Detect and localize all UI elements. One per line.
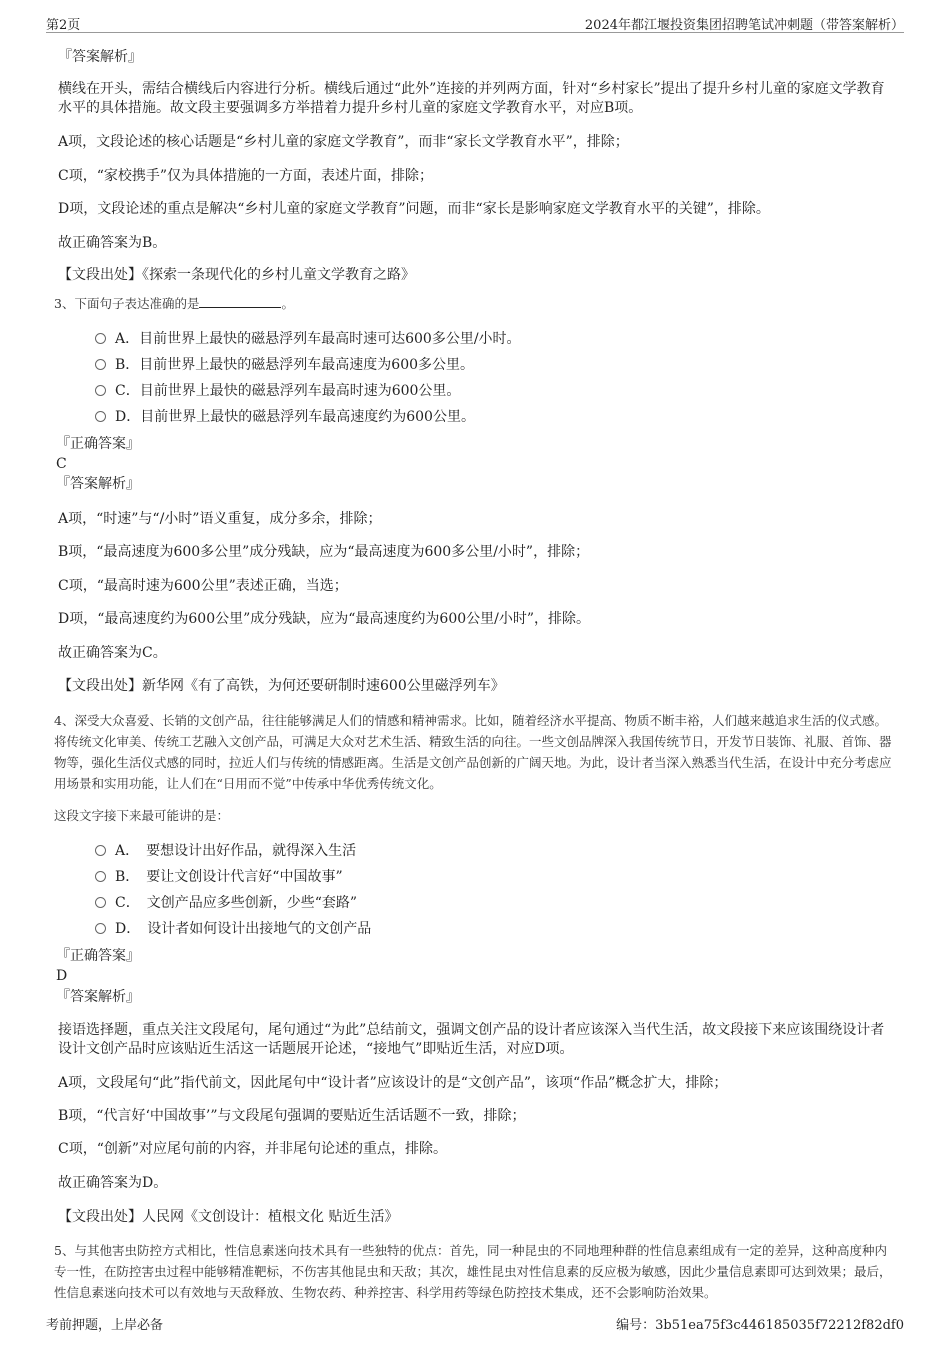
q4-answer: D — [56, 968, 68, 984]
q3-analysis-c: C项，“最高时速为600公里”表述正确，当选； — [58, 578, 348, 594]
q2-analysis-label: 『答案解析』 — [58, 49, 142, 65]
q3-option-c[interactable]: C．目前世界上最快的磁悬浮列车最高时速为600公里。 — [95, 382, 460, 401]
q4-option-b[interactable]: B． 要让文创设计代言好“中国故事” — [95, 868, 343, 887]
q4-source: 【文段出处】人民网《文创设计：植根文化 贴近生活》 — [58, 1209, 399, 1225]
radio-icon[interactable] — [95, 871, 106, 882]
answer-blank — [199, 295, 281, 308]
q4-analysis-label: 『答案解析』 — [56, 989, 140, 1005]
q4-option-d[interactable]: D． 设计者如何设计出接地气的文创产品 — [95, 920, 371, 939]
document-title: 2024年都江堰投资集团招聘笔试冲刺题（带答案解析） — [584, 18, 904, 33]
q3-analysis-label: 『答案解析』 — [56, 476, 140, 492]
page-number: 第2页 — [46, 18, 81, 33]
q5-passage: 5、与其他害虫防控方式相比，性信息素迷向技术具有一些独特的优点：首先，同一种昆虫的不同地理种群的性信息素组成有一定的差异，这种高度种内专一性，在防控害虫过程中能够精准靶标，不伤害其他昆虫和天敌；其次，雄性昆虫对性信息素的反应极为敏感，因此少量信息素即可达到效果；最后，性信息素迷向技术可以有效地与天敌释放、生物农药、种养控害、科学用药等绿色防控技术集成，还不会影响防治效果。 — [54, 1243, 892, 1300]
q3-answer-label: 『正确答案』 — [56, 436, 140, 452]
q4-answer-label: 『正确答案』 — [56, 948, 140, 964]
q3-source: 【文段出处】新华网《有了高铁，为何还要研制时速600公里磁浮列车》 — [58, 678, 505, 694]
radio-icon[interactable] — [95, 845, 106, 856]
document-id: 编号：3b51ea75f3c446185035f72212f82df0 — [616, 1318, 904, 1333]
q4-analysis-b: B项，“代言好‘中国故事’”与文段尾句强调的要贴近生活话题不一致，排除； — [58, 1108, 526, 1124]
radio-icon[interactable] — [95, 897, 106, 908]
q4-analysis-a: A项，文段尾句“此”指代前文，因此尾句中“设计者”应该设计的是“文创产品”，该项“作品”概念扩大，排除； — [58, 1075, 728, 1091]
q2-analysis-c: C项，“家校携手”仅为具体措施的一方面，表述片面，排除； — [58, 168, 434, 184]
q2-analysis-a: A项，文段论述的核心话题是“乡村儿童的家庭文学教育”，而非“家长文学教育水平”，排除； — [58, 134, 629, 150]
q4-passage: 4、深受大众喜爱、长销的文创产品，往往能够满足人们的情感和精神需求。比如，随着经济水平提高、物质不断丰裕，人们越来越追求生活的仪式感。将传统文化审美、传统工艺融入文创产品，可满足大众对艺术生活、精致生活的向往。一些文创品牌深入我国传统节日，开发节日装饰、礼服、首饰、器物等，强化生活仪式感的同时，拉近人们与传统的情感距离。生活是文创产品创新的广阔天地。为此，设计者当深入熟悉当代生活，在设计中充分考虑应用场景和实用功能，让人们在“日用而不觉”中传承中华优秀传统文化。 — [54, 713, 892, 791]
q2-analysis-paragraph: 横线在开头，需结合横线后内容进行分析。横线后通过“此外”连接的并列两方面，针对“乡村家长”提出了提升乡村儿童的家庭文学教育水平的具体措施。故文段主要强调多方举措着力提升乡村儿童的家庭文学教育水平，对应B项。 — [58, 81, 885, 116]
q2-conclusion: 故正确答案为B。 — [58, 235, 167, 251]
radio-icon[interactable] — [95, 385, 106, 396]
q3-question: 3、下面句子表达准确的是 。 — [54, 296, 294, 311]
q2-source: 【文段出处】《探索一条现代化的乡村儿童文学教育之路》 — [58, 267, 415, 283]
radio-icon[interactable] — [95, 411, 106, 422]
q4-analysis-paragraph: 接语选择题，重点关注文段尾句，尾句通过“为此”总结前文，强调文创产品的设计者应该深入当代生活，故文段接下来应该围绕设计者设计文创产品时应该贴近生活这一话题展开论述，“接地气”即贴近生活，对应D项。 — [58, 1022, 885, 1057]
q3-analysis-b: B项，“最高速度为600多公里”成分残缺，应为“最高速度为600多公里/小时”，排除； — [58, 544, 590, 560]
q3-conclusion: 故正确答案为C。 — [58, 645, 167, 661]
q3-answer: C — [56, 456, 67, 472]
q4-option-c[interactable]: C． 文创产品应多些创新，少些“套路” — [95, 894, 357, 913]
q4-option-a[interactable]: A． 要想设计出好作品，就得深入生活 — [95, 842, 356, 861]
q4-conclusion: 故正确答案为D。 — [58, 1175, 168, 1191]
q4-question: 这段文字接下来最可能讲的是： — [54, 808, 230, 823]
radio-icon[interactable] — [95, 333, 106, 344]
page-footer — [46, 1312, 904, 1332]
q4-analysis-c: C项，“创新”对应尾句前的内容，并非尾句论述的重点，排除。 — [58, 1141, 448, 1157]
q3-option-a[interactable]: A．目前世界上最快的磁悬浮列车最高时速可达600多公里/小时。 — [95, 330, 521, 349]
q3-option-b[interactable]: B．目前世界上最快的磁悬浮列车最高速度为600多公里。 — [95, 356, 474, 375]
page-header — [46, 12, 904, 33]
q3-analysis-a: A项，“时速”与“/小时”语义重复，成分多余，排除； — [58, 511, 382, 527]
radio-icon[interactable] — [95, 923, 106, 934]
radio-icon[interactable] — [95, 359, 106, 370]
q3-option-d[interactable]: D．目前世界上最快的磁悬浮列车最高速度约为600公里。 — [95, 408, 475, 427]
footer-slogan: 考前押题，上岸必备 — [46, 1318, 164, 1333]
q2-analysis-d: D项，文段论述的重点是解决“乡村儿童的家庭文学教育”问题，而非“家长是影响家庭文学教育水平的关键”，排除。 — [58, 201, 770, 217]
q3-analysis-d: D项，“最高速度约为600公里”成分残缺，应为“最高速度约为600公里/小时”，排除。 — [58, 611, 591, 627]
